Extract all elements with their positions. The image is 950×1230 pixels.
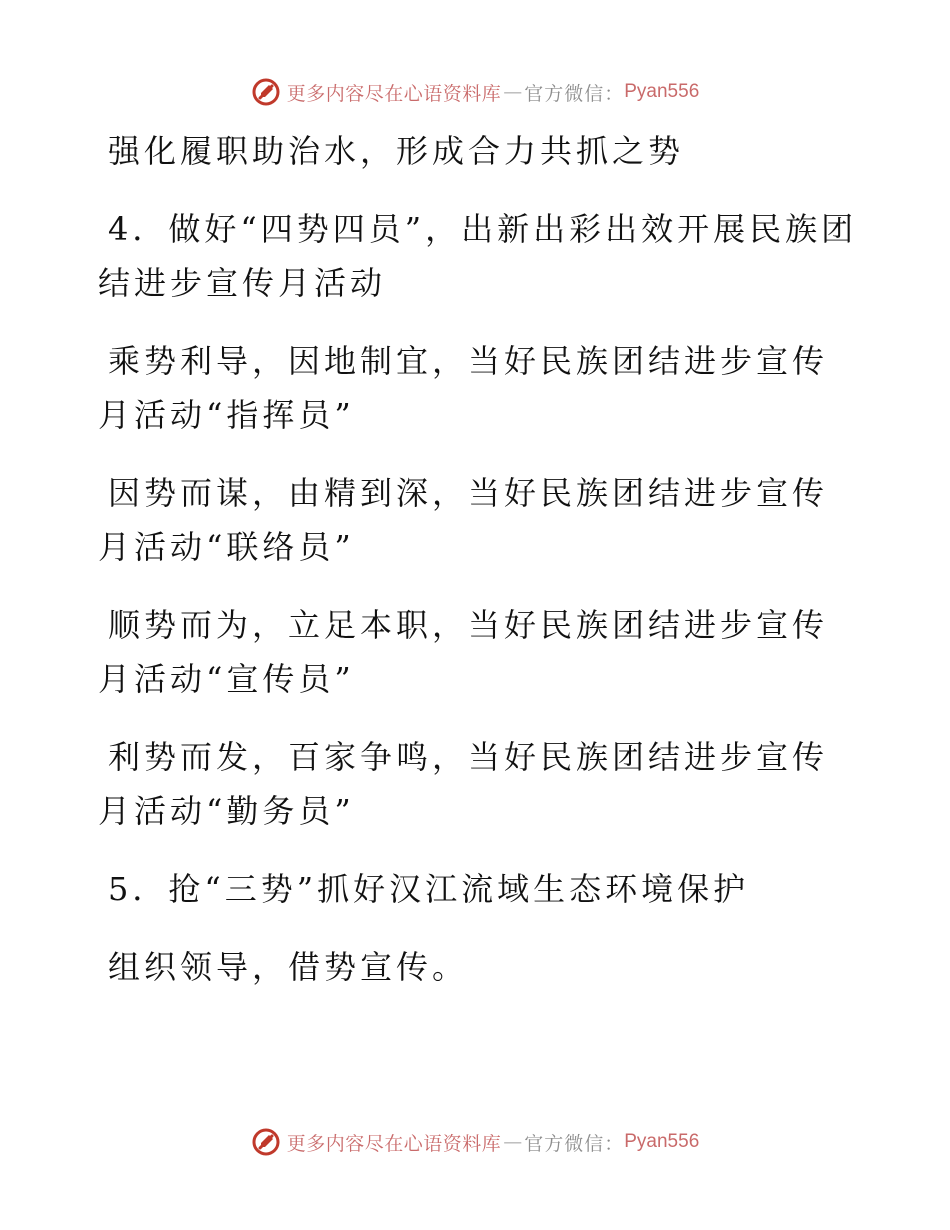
paragraph-4: 因势而谋，由精到深，当好民族团结进步宣传月活动“联络员” (98, 474, 829, 566)
watermark-official-label: 官方微信： (524, 82, 625, 105)
watermark-official-label: 官方微信： (524, 1132, 625, 1155)
watermark-separator: — (503, 81, 523, 103)
header-watermark (0, 72, 950, 112)
watermark-brand-text: 更多内容尽在心语资料库 (286, 82, 502, 105)
watermark-brand-text: 更多内容尽在心语资料库 (286, 1132, 502, 1155)
paragraph-8: 组织领导，借势宣传。 (108, 948, 469, 986)
paragraph-1: 强化履职助治水，形成合力共抓之势 (108, 132, 685, 170)
watermark-wechat-id: Pyan556 (624, 81, 700, 102)
paragraph-6: 利势而发，百家争鸣，当好民族团结进步宣传月活动“勤务员” (98, 738, 829, 830)
paragraph-7: 5．抢“三势”抓好汉江流域生态环境保护 (108, 870, 750, 908)
document-body (98, 124, 858, 1018)
paragraph-3: 乘势利导，因地制宜，当好民族团结进步宣传月活动“指挥员” (98, 342, 829, 434)
paragraph-5: 顺势而为，立足本职，当好民族团结进步宣传月活动“宣传员” (98, 606, 829, 698)
watermark-wechat-id: Pyan556 (624, 1131, 700, 1152)
watermark-separator: — (503, 1131, 523, 1153)
footer-watermark (0, 1122, 950, 1162)
brand-logo-icon (251, 77, 281, 107)
brand-logo-icon (251, 1127, 281, 1157)
paragraph-2: 4．做好“四势四员”，出新出彩出效开展民族团结进步宣传月活动 (98, 210, 858, 302)
